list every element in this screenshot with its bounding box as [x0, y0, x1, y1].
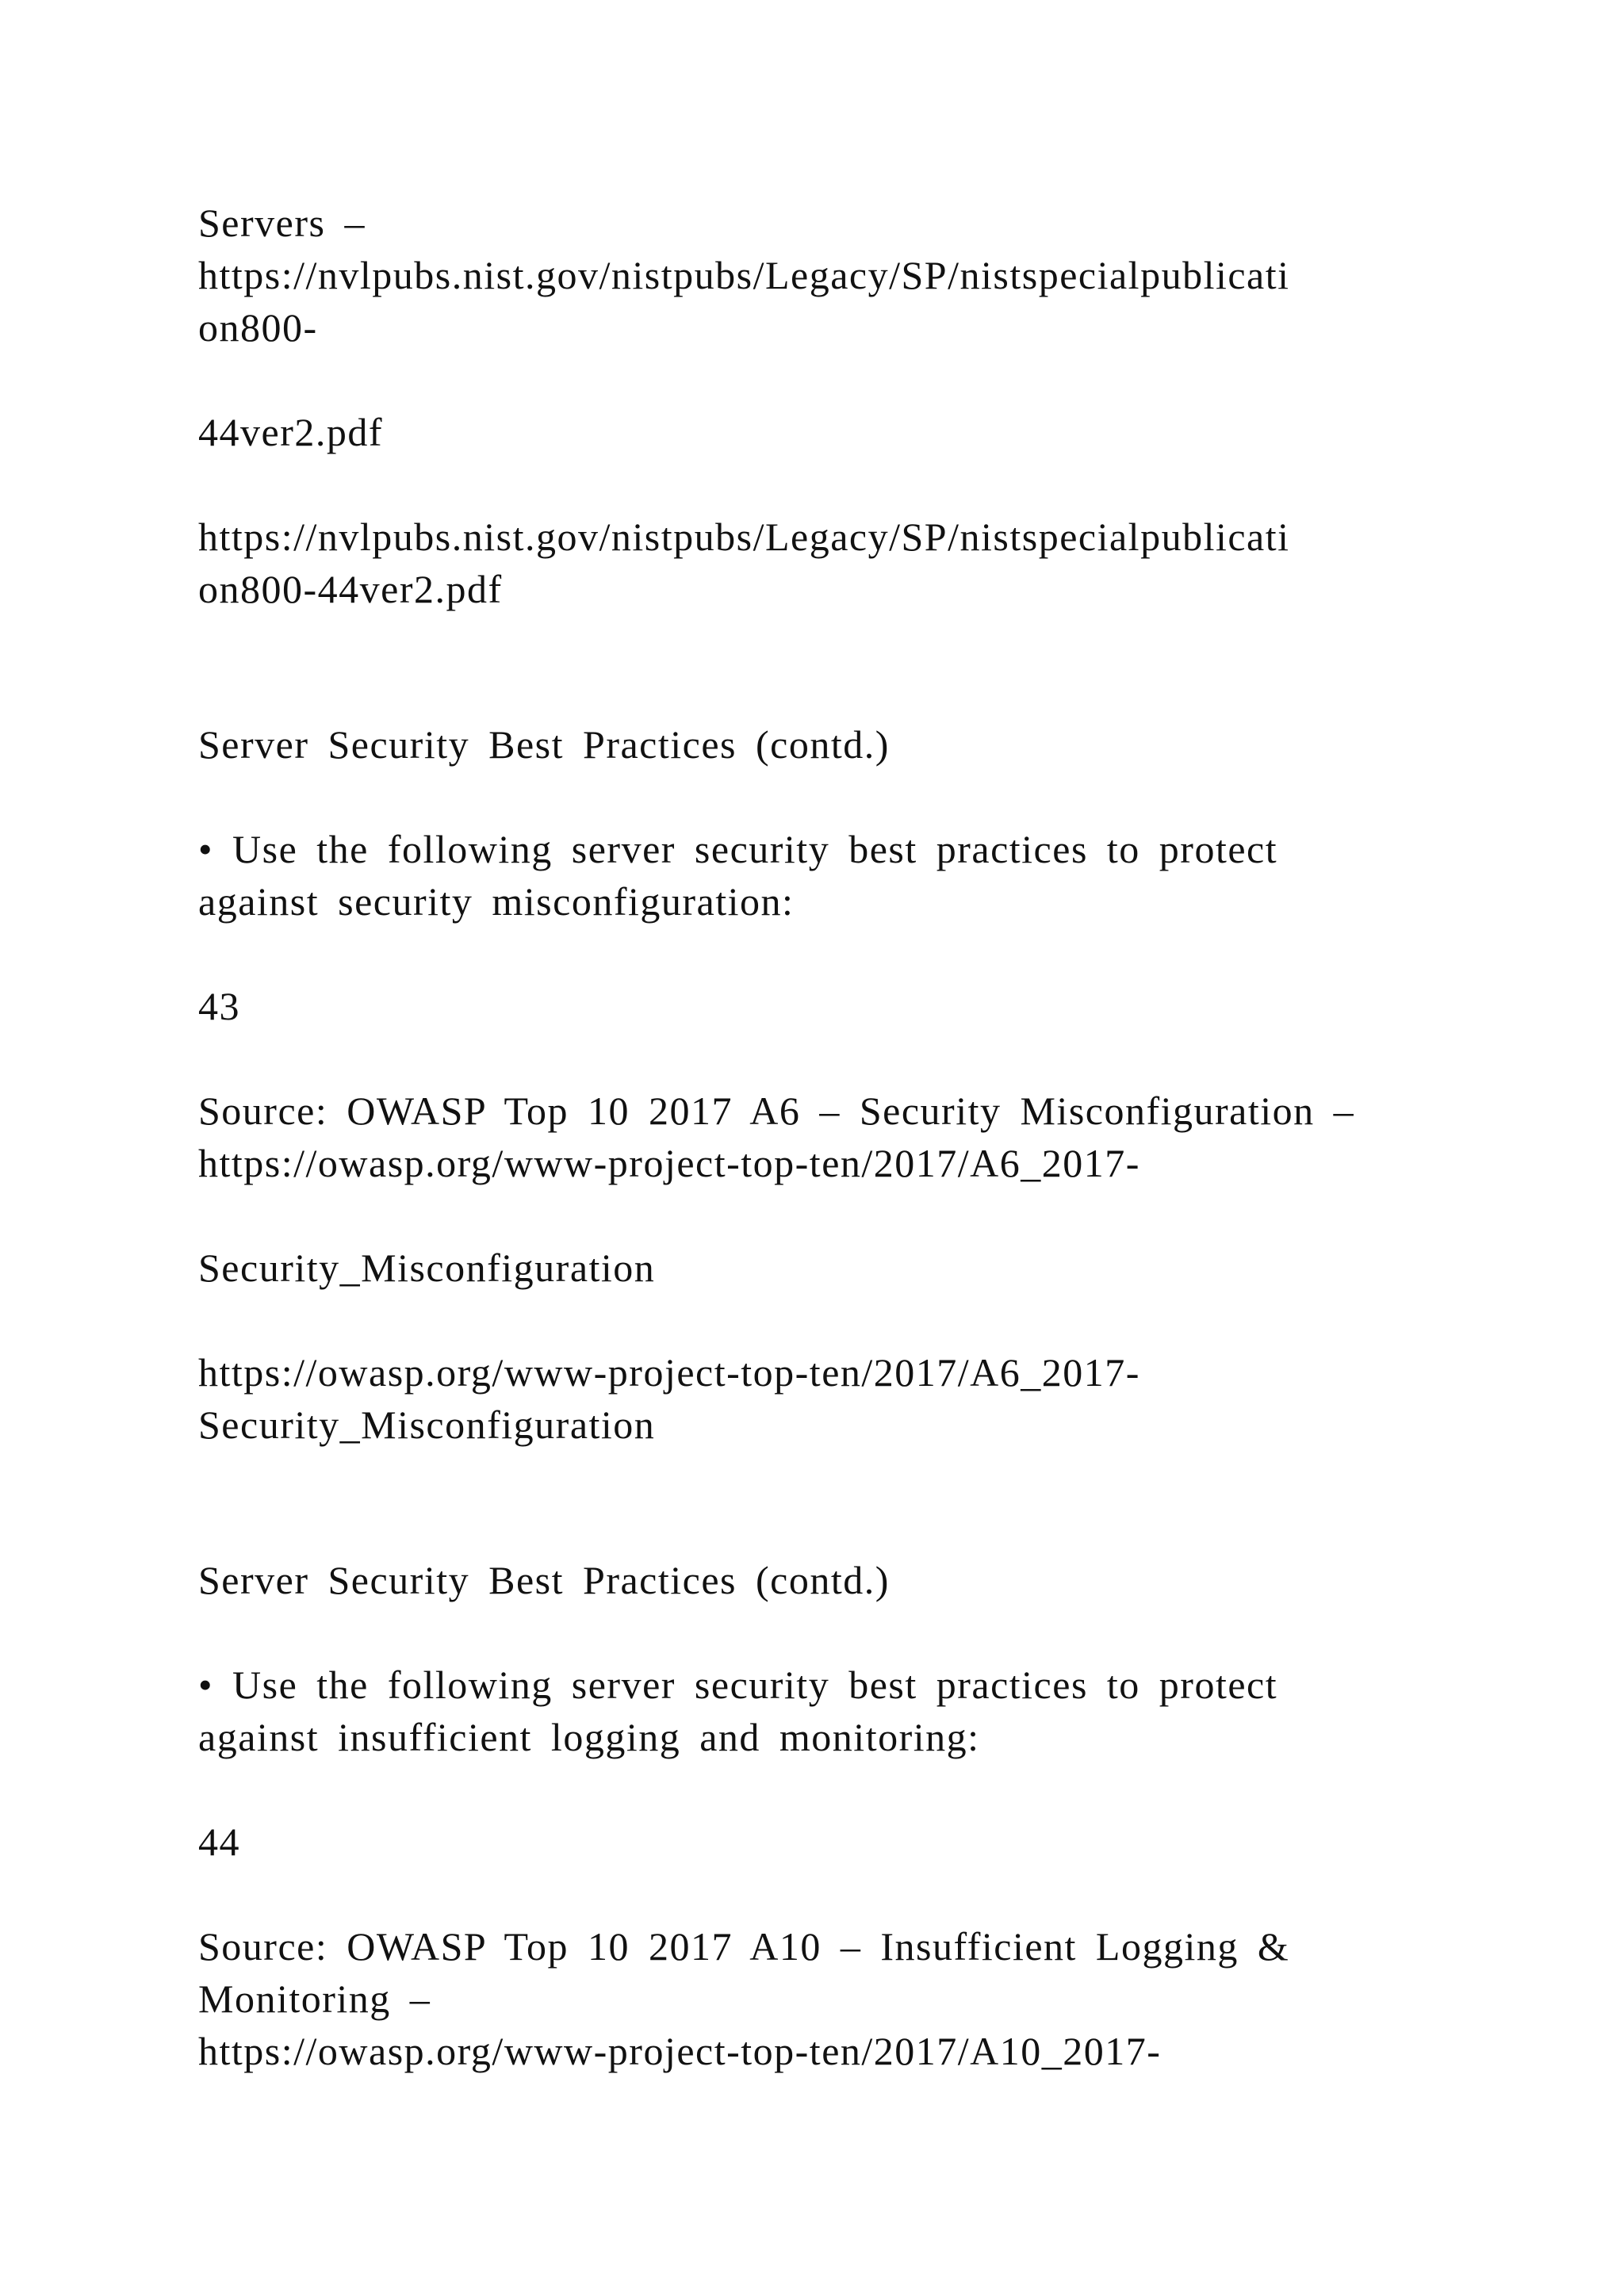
section-heading: Server Security Best Practices (contd.): [198, 1558, 890, 1602]
link-text[interactable]: https://nvlpubs.nist.gov/nistpubs/Legacy/SP/nistspecialpublicati: [198, 253, 1290, 297]
link-text[interactable]: on800-: [198, 305, 318, 350]
bullet-text: against security misconfiguration:: [198, 879, 795, 924]
link-text[interactable]: https://owasp.org/www-project-top-ten/2017/A6_2017-: [198, 1141, 1140, 1185]
text-line: Servers –: [198, 201, 366, 245]
text-line: 44ver2.pdf: [198, 410, 383, 454]
page-number: 44: [198, 1820, 240, 1864]
bullet-text: against insufficient logging and monitoring:: [198, 1715, 980, 1759]
link-text[interactable]: on800-44ver2.pdf: [198, 567, 503, 611]
source-line: Source: OWASP Top 10 2017 A6 – Security Misconfiguration –: [198, 1089, 1355, 1133]
page-number: 43: [198, 984, 240, 1028]
source-line: Source: OWASP Top 10 2017 A10 – Insufficient Logging &: [198, 1924, 1290, 1969]
link-text[interactable]: https://nvlpubs.nist.gov/nistpubs/Legacy/SP/nistspecialpublicati: [198, 515, 1290, 559]
bullet-text: • Use the following server security best practices to protect: [198, 827, 1278, 871]
source-line: Monitoring –: [198, 1976, 431, 2021]
section-heading: Server Security Best Practices (contd.): [198, 722, 890, 767]
bullet-text: • Use the following server security best practices to protect: [198, 1663, 1278, 1707]
link-text[interactable]: Security_Misconfiguration: [198, 1402, 656, 1447]
link-text[interactable]: https://owasp.org/www-project-top-ten/2017/A10_2017-: [198, 2029, 1162, 2073]
link-text[interactable]: https://owasp.org/www-project-top-ten/2017/A6_2017-: [198, 1350, 1140, 1395]
text-line: Security_Misconfiguration: [198, 1246, 656, 1290]
